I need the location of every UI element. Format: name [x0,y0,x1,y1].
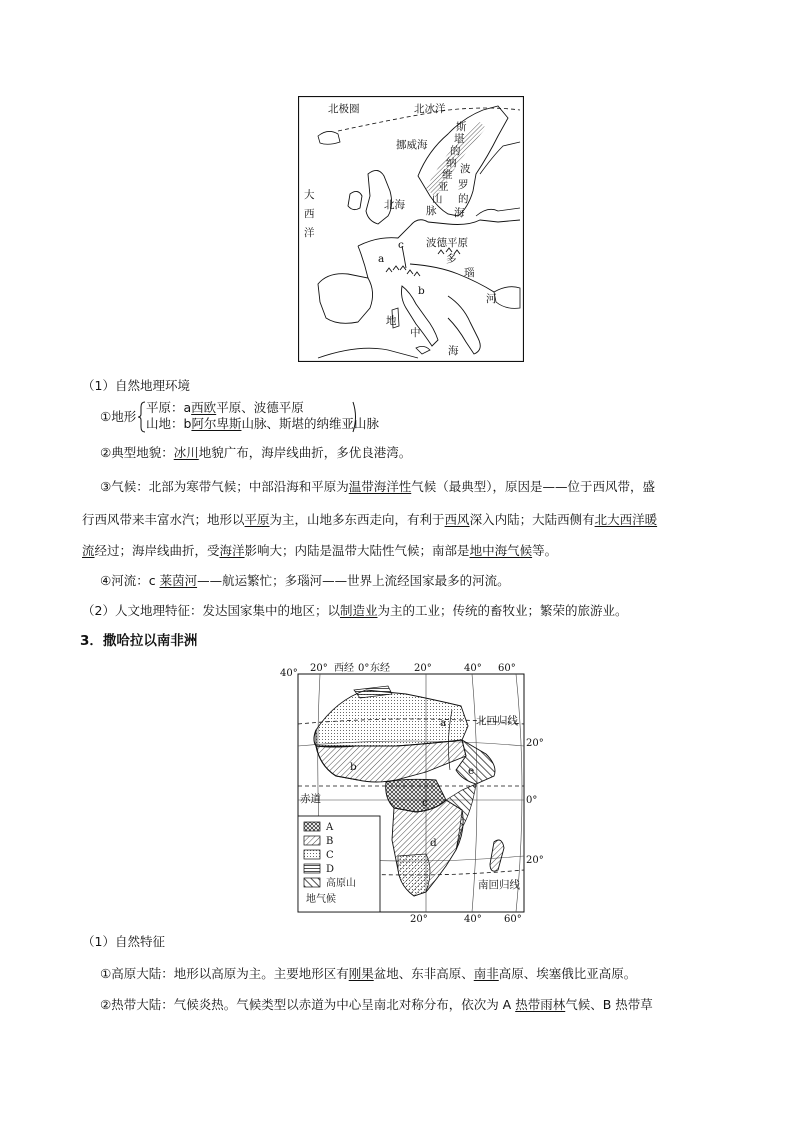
left-brace-icon [138,401,146,433]
right-paren-icon [352,401,360,433]
lon-label-40e: 40° [464,663,482,674]
tropic-capricorn-label: 南回归线 [478,879,520,891]
arctic-circle-label: 北极圈 [328,103,360,115]
arctic-ocean-label: 北冰洋 [414,103,446,115]
med-label-hai: 海 [448,345,459,357]
lon-label-east: 东经 [370,663,390,674]
danube-label-nao: 瑙 [464,267,475,279]
lon-bottom-60: 60° [504,914,522,924]
lat-label-20s: 20° [526,855,544,866]
map-letter-b: b [418,285,425,297]
legend-c: C [326,850,334,861]
atlantic-label-1: 大 [304,189,315,201]
scand-label-2: 堪 [454,133,465,145]
section3-heading: 3．撒哈拉以南非洲 [80,633,198,649]
lat-label-0: 0° [526,795,538,806]
poland-plain-label: 波德平原 [426,237,468,249]
africa-letter-b: b [350,761,357,773]
danube-label-he: 河 [486,293,497,305]
tropical-line: ②热带大陆：气候炎热。气候类型以赤道为中心呈南北对称分布，依次为 A 热带雨林气候、B 热带草 [100,997,653,1012]
legend-highland-1: 高原山 [326,878,356,889]
legend-swatch-highland [304,878,320,887]
lon-bottom-20: 20° [410,914,428,924]
lon-bottom-40: 40° [464,914,482,924]
climate-line-1: ③气候：北部为寒带气候；中部沿海和平原为温带海洋性气候（最典型），原因是——位于西风带，盛 [100,479,655,494]
landscape-line: ②典型地貌：冰川地貌广布，海岸线曲折，多优良港湾。 [100,445,412,460]
landform-block [100,400,379,434]
mountain-line: 山地：b阿尔卑斯山脉、斯堪的纳维亚山脉 [146,416,379,431]
plain-underlined: 西欧 [191,400,217,415]
med-label-di: 地 [386,315,397,327]
legend-swatch-c [304,850,320,859]
baltic-label-3: 的 [458,193,469,205]
equator-label: 赤道 [300,793,321,805]
plateau-line: ①高原大陆：地形以高原为主。主要地形区有刚果盆地、东非高原、南非高原、埃塞俄比亚高原。 [100,966,637,981]
lon-label-west: 西经 [334,663,354,674]
lon-label-20w: 20° [310,663,328,674]
africa-letter-c: c [422,797,428,809]
rivers-line: ④河流：c 莱茵河——航运繁忙；多瑙河——世界上流经国家最多的河流。 [100,573,510,588]
lon-label-60e: 60° [498,663,516,674]
lon-label-0: 0° [358,663,370,674]
section1-title: （1）自然地理环境 [82,378,190,393]
europe-map [298,96,524,362]
scand-label-7: 山 [432,193,443,205]
legend-swatch-b [304,836,320,845]
danube-label-duo: 多 [446,253,457,265]
map-letter-c: c [398,239,404,251]
lat-label-20n: 20° [526,738,544,749]
landform-prefix: ①地形 [100,409,137,424]
legend-swatch-d [304,864,320,873]
section2-line: （2）人文地理特征：发达国家集中的地区；以制造业为主的工业；传统的畜牧业；繁荣的旅游业。 [82,603,628,618]
atlantic-label-2: 西 [304,208,315,220]
legend-swatch-a [304,822,320,831]
legend-d: D [326,864,335,875]
legend-b: B [326,836,334,847]
scand-label-4: 纳 [446,157,457,169]
climate-line-2: 行西风带来丰富水汽；地形以平原为主，山地多东西走向，有利于西风深入内陆；大陆西侧有北大西洋暖 [82,512,658,527]
med-label-zhong: 中 [410,327,421,339]
mountain-underlined: 阿尔卑斯 [191,416,242,431]
legend-a: A [326,822,334,833]
baltic-label-1: 波 [460,163,471,175]
africa-map [276,660,546,924]
map-letter-a: a [378,253,385,265]
baltic-label-4: 海 [454,207,465,219]
scand-label-1: 斯 [456,121,467,133]
plain-line: 平原：a西欧平原、波德平原 [146,400,304,415]
scand-label-8: 脉 [426,205,437,217]
africa-letter-e: e [468,765,475,777]
lon-label-40w: 40° [280,668,298,679]
lon-label-20e: 20° [414,663,432,674]
scand-label-3: 的 [450,145,461,157]
scand-label-6: 亚 [438,181,449,193]
north-sea-label: 北海 [384,199,405,211]
scand-label-5: 维 [442,169,453,181]
legend-highland-2: 地气候 [306,894,336,905]
norwegian-sea-label: 挪威海 [396,139,428,151]
africa-letter-a: a [440,717,447,729]
africa-letter-d: d [430,837,437,849]
baltic-label-2: 罗 [458,179,469,191]
tropic-cancer-label: 北回归线 [476,715,518,727]
section4-title: （1）自然特征 [82,934,165,949]
climate-line-3: 流经过；海岸线曲折，受海洋影响大；内陆是温带大陆性气候；南部是地中海气候等。 [82,543,558,558]
atlantic-label-3: 洋 [304,227,315,239]
